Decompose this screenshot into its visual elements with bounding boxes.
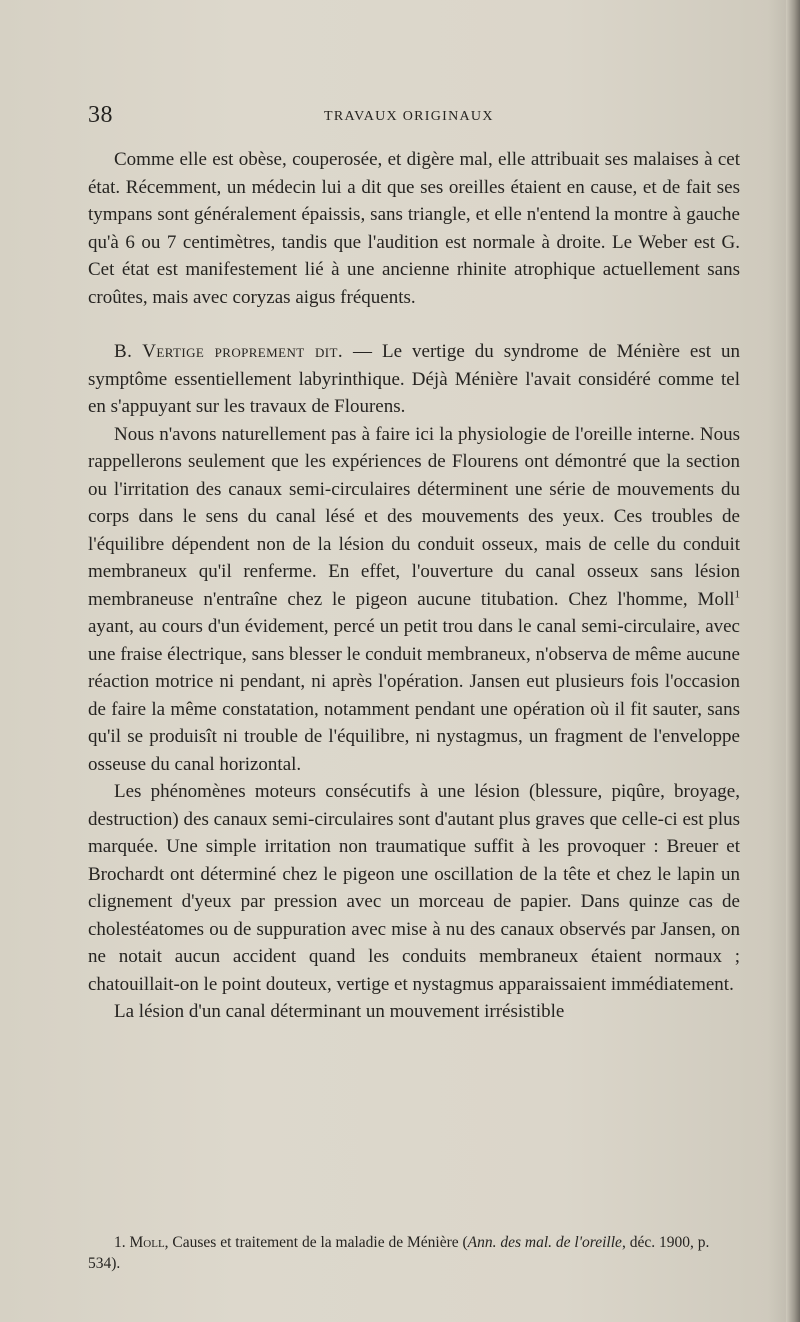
footnote-details: , déc. 1900, p. 534).: [88, 1234, 710, 1272]
running-head: TRAVAUX ORIGINAUX: [324, 109, 494, 124]
main-text: [88, 146, 740, 1026]
page-number: 38: [88, 102, 113, 128]
paragraph-motor-phenomena: Les phénomènes moteurs consécutifs à une lésion (blessure, piqûre, broyage, destruction) des canaux semi-circulaires sont d'autant plus graves que celle-ci est plus marquée. Une simple irritation non traumatique suffit à les provoquer : Breuer et Brochardt ont déterminé chez le pigeon une oscillation de la tête et chez le lapin un clignement d'yeux par pression avec un morceau de papier. Dans quinze cas de cholestéatomes ou de suppuration avec mise à nu des canaux observés par Jansen, on ne notait aucun accident quand les conduits membraneux étaient normaux ; chatouillait-on le point douteux, vertige et nystagmus apparaissaient immédiatement.: [88, 781, 740, 995]
footnote-author: Moll: [129, 1234, 165, 1251]
physiology-text-start: Nous n'avons naturellement pas à faire ici la physiologie de l'oreille interne. Nous rappellerons seulement que les expériences de Flourens ont démontré que la section ou l'irritation des canaux semi-circulaires déterminent une série de mouvements du corps dans le sens du canal lésé et des mouvements des yeux. Ces troubles de l'équilibre dépendent non de la lésion du conduit osseux, mais de celle du conduit membraneux qu'il renferme. En effet, l'ouverture du canal osseux sans lésion membraneuse n'entraîne chez le pigeon aucune titubation. Chez l'homme, Moll: [88, 423, 740, 610]
footnote-title: , Causes et traitement de la maladie de Ménière (: [164, 1234, 468, 1251]
paragraph-canal-lesion: La lésion d'un canal déterminant un mouvement irrésistible: [114, 1001, 565, 1022]
page-header: [88, 100, 740, 134]
paragraph-patient-description: Comme elle est obèse, couperosée, et digère mal, elle attribuait ses malaises à cet état. Récemment, un médecin lui a dit que ses oreilles étaient en cause, et de fait ses tympans sont généralement épaissis, sans triangle, et elle n'entend la montre à gauche qu'à 6 ou 7 centimètres, tandis que l'audition est normale à droite. Le Weber est G. Cet état est manifestement lié à une ancienne rhinite atrophique actuellement sans croûtes, mais avec coryzas aigus fréquents.: [88, 149, 740, 308]
footnote-reference: 1: [734, 588, 740, 601]
physiology-text-end: ayant, au cours d'un évidement, percé un petit trou dans le canal semi-circulaire, avec une fraise électrique, sans blesser le conduit membraneux, n'observa de même aucune réaction motrice ni pendant, ni après l'opération. Jansen eut plusieurs fois l'occasion de faire la même constatation, notamment pendant une opération où il fit sauter, sans qu'il se produisît ni trouble de l'équilibre, ni nystagmus, un fragment de l'enveloppe osseuse du canal horizontal.: [88, 616, 740, 775]
footnotes: [88, 1232, 740, 1274]
paragraph-physiology: [88, 421, 740, 779]
section-heading-vertige: B. Vertige proprement dit.: [114, 341, 343, 362]
footnote-1: [88, 1232, 740, 1274]
paragraph-section-b: [88, 338, 740, 421]
section-b-text: — Le vertige du syndrome de Ménière est un symptôme essentiellement labyrinthique. Déjà Ménière l'avait considéré comme tel en s'appuyant sur les travaux de Flourens.: [88, 341, 740, 417]
footnote-number: 1.: [114, 1234, 126, 1251]
footnote-journal: Ann. des mal. de l'oreille: [467, 1234, 622, 1251]
page-binding-edge: [786, 0, 800, 1322]
